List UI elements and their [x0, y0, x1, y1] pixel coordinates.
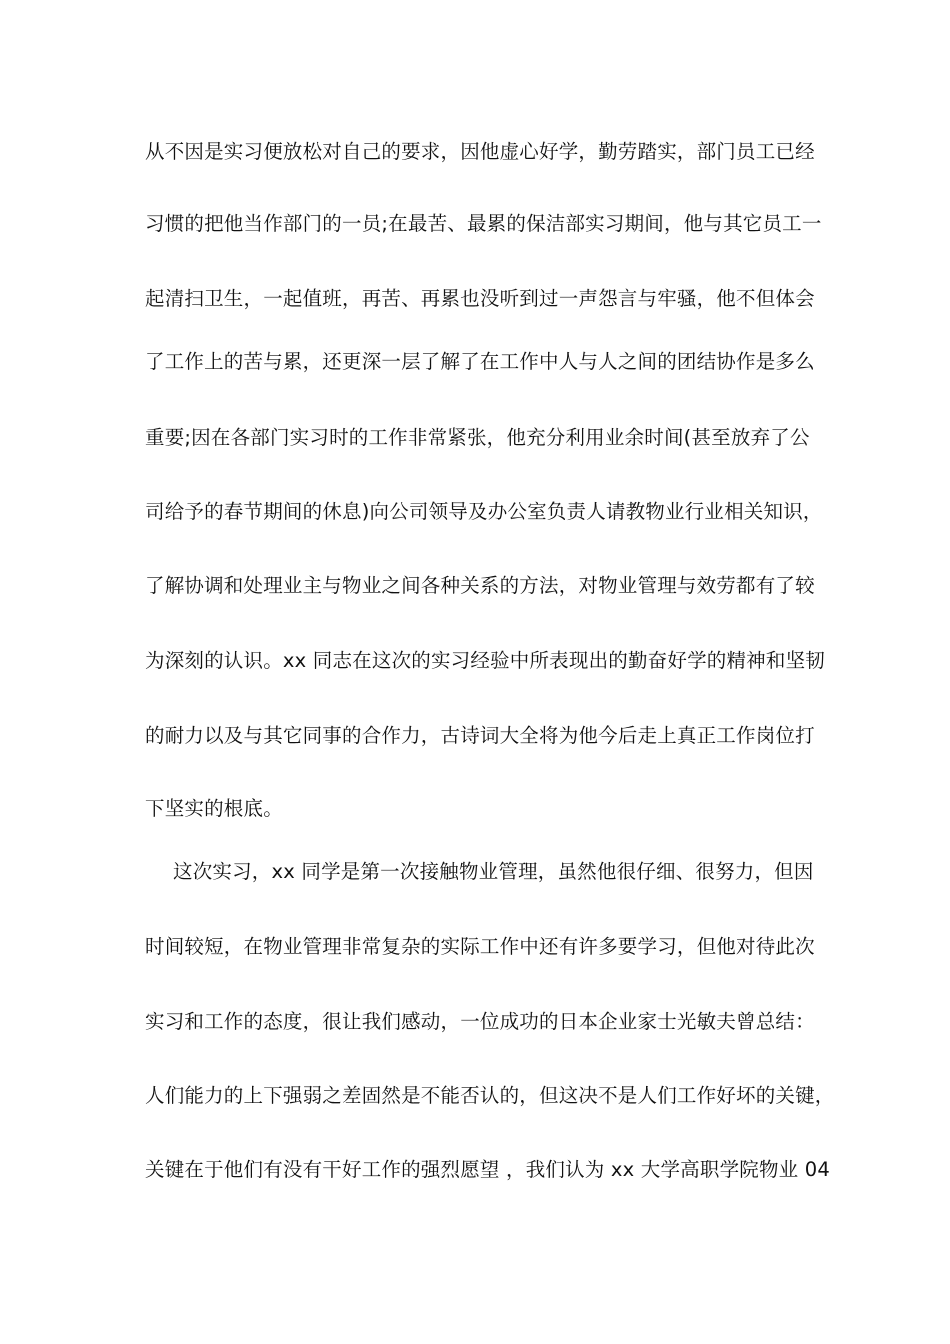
paragraph-line-14: 人们能力的上下强弱之差固然是不能否认的，但这决不是人们工作好坏的关键，	[145, 1084, 835, 1107]
paragraph-line-12: 时间较短，在物业管理非常复杂的实际工作中还有许多要学习，但他对待此次	[145, 935, 815, 958]
paragraph-line-10: 下坚实的根底。	[145, 797, 283, 820]
paragraph-line-1: 从不因是实习便放松对自己的要求，因他虚心好学，勤劳踏实，部门员工已经	[145, 140, 815, 163]
paragraph-line-6: 司给予的春节期间的休息)向公司领导及办公室负责人请教物业行业相关知识，	[145, 500, 823, 523]
paragraph-line-3: 起清扫卫生，一起值班，再苦、再累也没听到过一声怨言与牢骚，他不但体会	[145, 287, 815, 310]
paragraph-line-9: 的耐力以及与其它同事的合作力，古诗词大全将为他今后走上真正工作岗位打	[145, 724, 815, 747]
paragraph-line-13: 实习和工作的态度，很让我们感动，一位成功的日本企业家士光敏夫曾总结：	[145, 1010, 815, 1033]
paragraph-line-11: 这次实习，xx 同学是第一次接触物业管理，虽然他很仔细、很努力，但因	[173, 860, 814, 883]
paragraph-line-15: 关键在于他们有没有干好工作的强烈愿望 ，我们认为 xx 大学高职学院物业 04	[145, 1158, 830, 1181]
paragraph-line-2: 习惯的把他当作部门的一员;在最苦、最累的保洁部实习期间，他与其它员工一	[145, 212, 822, 235]
paragraph-line-5: 重要;因在各部门实习时的工作非常紧张，他充分利用业余时间(甚至放弃了公	[145, 426, 810, 449]
paragraph-line-7: 了解协调和处理业主与物业之间各种关系的方法，对物业管理与效劳都有了较	[145, 574, 815, 597]
paragraph-line-8: 为深刻的认识。xx 同志在这次的实习经验中所表现出的勤奋好学的精神和坚韧	[145, 649, 825, 672]
paragraph-line-4: 了工作上的苦与累，还更深一层了解了在工作中人与人之间的团结协作是多么	[145, 350, 815, 373]
